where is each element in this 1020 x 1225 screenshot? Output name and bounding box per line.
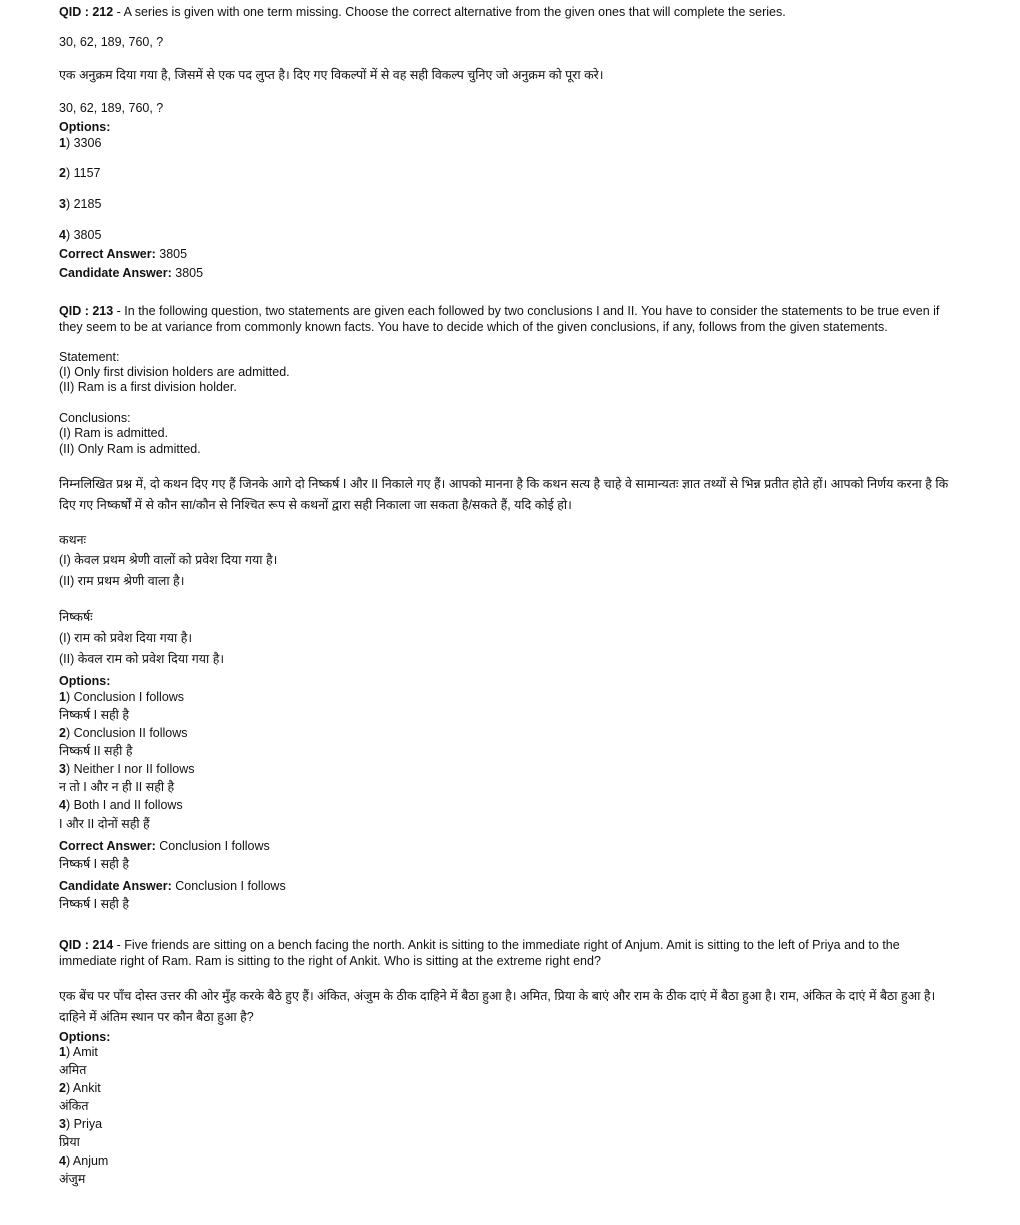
option-4: 4) 3805 [59, 228, 102, 242]
option-4: 4) Anjum [59, 1154, 109, 1168]
option-1-hindi: निष्कर्ष I सही है [59, 708, 130, 722]
q212-question [59, 4, 786, 20]
qid-label: QID : 214 [59, 938, 114, 952]
correct-answer: Correct Answer: Conclusion I follows [59, 839, 270, 853]
question-text-hindi: निम्नलिखित प्रश्न में, दो कथन दिए गए हैं जिनके आगे दो निष्कर्ष I और II निकाले गए हैं। आपको मानना है कि कथन सत्य है चाहे वे सामान्यतः ज्ञात तथ्यों से भिन्न प्रतीत होते हों। आपको निर्णय करना है कि दिए गए निष्कर्षों में से कौन सा/कौन से निश्चित रूप से कथनों द्वारा सही निकाला जा सकता है/सकते हैं, यदि कोई हो। [59, 477, 949, 512]
candidate-answer: Candidate Answer: Conclusion I follows [59, 879, 286, 893]
option-1: 1) Conclusion I follows [59, 690, 185, 704]
conclusions-label-hindi: निष्कर्षः [59, 610, 93, 624]
options-label: Options: [59, 120, 111, 134]
option-1-hindi: अमित [59, 1063, 87, 1077]
option-2: 2) 1157 [59, 166, 101, 180]
statement-2-hindi: (II) राम प्रथम श्रेणी वाला है। [59, 574, 185, 588]
conclusion-2: (II) Only Ram is admitted. [59, 442, 201, 456]
correct-answer: Correct Answer: 3805 [59, 247, 188, 261]
question-text-hindi: एक अनुक्रम दिया गया है, जिसमें से एक पद लुप्त है। दिए गए विकल्पों में से वह सही विकल्प चुनिए जो अनुक्रम को पूरा करे। [59, 68, 604, 82]
statement-label: Statement: [59, 350, 120, 364]
statement-2: (II) Ram is a first division holder. [59, 380, 237, 394]
option-4-hindi: अंजुम [59, 1172, 86, 1186]
option-2-hindi: अंकित [59, 1099, 89, 1113]
statement-1-hindi: (I) केवल प्रथम श्रेणी वालों को प्रवेश दिया गया है। [59, 553, 278, 567]
options-label: Options: [59, 674, 111, 688]
option-3-hindi: प्रिया [59, 1135, 80, 1149]
option-4-hindi: I और II दोनों सही हैं [59, 817, 150, 831]
candidate-answer: Candidate Answer: 3805 [59, 266, 204, 280]
statement-1: (I) Only first division holders are admitted. [59, 365, 290, 379]
qid-label: QID : 213 [59, 304, 114, 318]
q213-question [59, 303, 959, 335]
conclusions-label: Conclusions: [59, 411, 131, 425]
conclusion-1-hindi: (I) राम को प्रवेश दिया गया है। [59, 631, 193, 645]
q214-question [59, 937, 959, 969]
question-text-hindi: एक बेंच पर पाँच दोस्त उत्तर की ओर मुँह करके बैठे हुए हैं। अंकित, अंजुम के ठीक दाहिने में बैठा हुआ है। अमित, प्रिया के बाएं और राम के ठीक दाएं में बैठा हुआ है। राम, अंकित के दाएं में बैठा हुआ है। दाहिने में अंतिम स्थान पर कौन बैठा हुआ है? [59, 989, 936, 1024]
series: 30, 62, 189, 760, ? [59, 35, 164, 49]
statement-label-hindi: कथनः [59, 533, 87, 547]
qid-label: QID : 212 [59, 5, 114, 19]
option-3: 3) Priya [59, 1117, 103, 1131]
option-1: 1) Amit [59, 1045, 98, 1059]
conclusion-1: (I) Ram is admitted. [59, 426, 169, 440]
option-2-hindi: निष्कर्ष II सही है [59, 744, 133, 758]
question-text: - In the following question, two statements are given each followed by two conclusions I and II. You have to consider the statements to be true even if they seem to be at variance from commonly known facts. You have to decide which of the given conclusions, if any, follows from the given statements. [59, 304, 940, 334]
option-2: 2) Ankit [59, 1081, 101, 1095]
option-2: 2) Conclusion II follows [59, 726, 188, 740]
conclusion-2-hindi: (II) केवल राम को प्रवेश दिया गया है। [59, 652, 225, 666]
option-3: 3) Neither I nor II follows [59, 762, 195, 776]
question-text: - Five friends are sitting on a bench facing the north. Ankit is sitting to the immediate right of Anjum. Amit is sitting to the left of Priya and to the immediate right of Ram. Ram is sitting to the right of Ankit. Who is sitting at the extreme right end? [59, 938, 900, 968]
option-3-hindi: न तो I और न ही II सही है [59, 780, 175, 794]
series-hindi: 30, 62, 189, 760, ? [59, 101, 164, 115]
options-label: Options: [59, 1030, 111, 1044]
question-text: - A series is given with one term missing. Choose the correct alternative from the given ones that will complete the series. [113, 5, 786, 19]
candidate-answer-hindi: निष्कर्ष I सही है [59, 897, 130, 911]
option-4: 4) Both I and II follows [59, 798, 183, 812]
correct-answer-hindi: निष्कर्ष I सही है [59, 857, 130, 871]
option-1: 1) 3306 [59, 136, 102, 150]
option-3: 3) 2185 [59, 197, 102, 211]
